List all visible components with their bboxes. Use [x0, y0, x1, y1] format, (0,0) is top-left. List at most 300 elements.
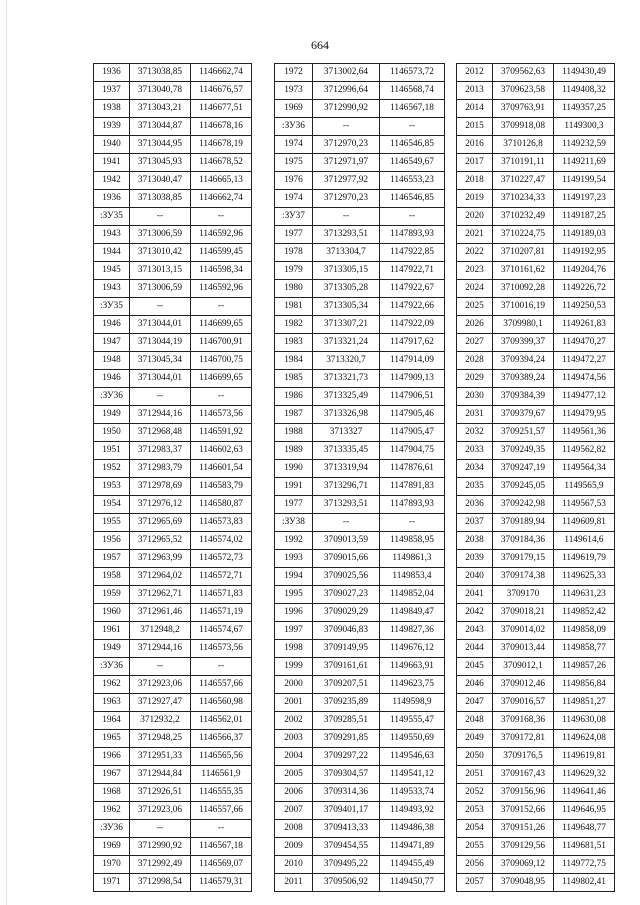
coord-x-cell: 3712963,99	[130, 550, 191, 568]
coord-x-cell: 3712970,23	[313, 136, 380, 154]
table-row	[94, 226, 252, 244]
table-row	[94, 640, 252, 658]
coord-x-cell: 3713305,15	[313, 262, 380, 280]
table-row	[275, 712, 445, 730]
coord-x-cell: 3709207,51	[313, 676, 380, 694]
coord-x-cell: 3709562,63	[493, 64, 554, 82]
coord-x-cell: 3710232,49	[493, 208, 554, 226]
table-row	[457, 568, 615, 586]
table-row	[275, 334, 445, 352]
coord-y-cell: --	[191, 388, 252, 406]
point-number-cell: 1973	[275, 82, 313, 100]
table-row	[275, 694, 445, 712]
coord-x-cell: 3709980,1	[493, 316, 554, 334]
coord-y-cell: 1149550,69	[380, 730, 445, 748]
coord-x-cell: 3709013,44	[493, 640, 554, 658]
point-number-cell: 1965	[94, 730, 130, 748]
coord-x-cell: 3709156,96	[493, 784, 554, 802]
coord-y-cell: 1147905,47	[380, 424, 445, 442]
table-row	[457, 388, 615, 406]
coord-x-cell: 3713320,7	[313, 352, 380, 370]
coord-y-cell: 1146574,02	[191, 532, 252, 550]
point-number-cell: 2022	[457, 244, 493, 262]
table-row	[457, 154, 615, 172]
table-row	[275, 586, 445, 604]
coord-y-cell: 1146574,67	[191, 622, 252, 640]
point-number-cell: :ЗУ38	[275, 514, 313, 532]
point-number-cell: 1987	[275, 406, 313, 424]
coord-y-cell: 1149861,3	[380, 550, 445, 568]
coordinates-table-3	[456, 63, 615, 892]
coord-x-cell: 3710016,19	[493, 298, 554, 316]
coord-x-cell: 3712923,06	[130, 676, 191, 694]
coord-y-cell: 1149609,81	[554, 514, 615, 532]
coord-y-cell: 1146555,35	[191, 784, 252, 802]
point-number-cell: :ЗУ37	[275, 208, 313, 226]
coord-y-cell: 1149772,75	[554, 856, 615, 874]
coord-y-cell: 1149629,32	[554, 766, 615, 784]
point-number-cell: 1993	[275, 550, 313, 568]
coord-x-cell: 3709170	[493, 586, 554, 604]
table-row	[275, 82, 445, 100]
coord-x-cell: 3710224,75	[493, 226, 554, 244]
table-row	[94, 172, 252, 190]
table-row	[275, 838, 445, 856]
coord-y-cell: 1146700,75	[191, 352, 252, 370]
table-row	[275, 460, 445, 478]
coord-x-cell: 3712983,37	[130, 442, 191, 460]
table-row	[275, 604, 445, 622]
coord-x-cell: 3713044,95	[130, 136, 191, 154]
table-row	[457, 856, 615, 874]
point-number-cell: 1943	[94, 280, 130, 298]
table-row	[457, 244, 615, 262]
table-row	[94, 64, 252, 82]
coord-y-cell: 1147917,62	[380, 334, 445, 352]
point-number-cell: :ЗУ36	[94, 388, 130, 406]
coord-x-cell: 3709297,22	[313, 748, 380, 766]
table-row	[94, 424, 252, 442]
point-number-cell: 1989	[275, 442, 313, 460]
point-number-cell: 2032	[457, 424, 493, 442]
coord-y-cell: 1149232,59	[554, 136, 615, 154]
coord-y-cell: 1146678,52	[191, 154, 252, 172]
coord-y-cell: 1149614,6	[554, 532, 615, 550]
point-number-cell: 2053	[457, 802, 493, 820]
coord-y-cell: 1149474,56	[554, 370, 615, 388]
coord-y-cell: 1146557,66	[191, 676, 252, 694]
coord-y-cell: 1149199,54	[554, 172, 615, 190]
point-number-cell: 1949	[94, 640, 130, 658]
coord-y-cell: 1149852,42	[554, 604, 615, 622]
table-row	[94, 478, 252, 496]
point-number-cell: 1981	[275, 298, 313, 316]
point-number-cell: 1984	[275, 352, 313, 370]
point-number-cell: 1974	[275, 136, 313, 154]
coord-y-cell: 1146572,71	[191, 568, 252, 586]
point-number-cell: 1938	[94, 100, 130, 118]
point-number-cell: 1955	[94, 514, 130, 532]
coord-x-cell: 3709161,61	[313, 658, 380, 676]
table-row	[275, 208, 445, 226]
table-row	[94, 136, 252, 154]
point-number-cell: 1969	[275, 100, 313, 118]
table-row	[275, 172, 445, 190]
coord-x-cell: 3712977,92	[313, 172, 380, 190]
table-row	[275, 820, 445, 838]
table-row	[94, 298, 252, 316]
table-row	[275, 874, 445, 892]
coord-x-cell: --	[130, 208, 191, 226]
coord-y-cell: --	[380, 514, 445, 532]
table-row	[457, 172, 615, 190]
coord-y-cell: 1146580,87	[191, 496, 252, 514]
coord-y-cell: 1149471,89	[380, 838, 445, 856]
coord-y-cell: 1149408,32	[554, 82, 615, 100]
coord-x-cell: 3709389,24	[493, 370, 554, 388]
table-row	[275, 154, 445, 172]
coord-x-cell: 3710161,62	[493, 262, 554, 280]
coord-y-cell: 1146592,96	[191, 280, 252, 298]
coord-x-cell: --	[313, 208, 380, 226]
point-number-cell: 2008	[275, 820, 313, 838]
point-number-cell: 2033	[457, 442, 493, 460]
table-row	[275, 856, 445, 874]
coord-x-cell: 3712926,51	[130, 784, 191, 802]
coord-x-cell: --	[313, 514, 380, 532]
point-number-cell: 2049	[457, 730, 493, 748]
table-row	[275, 442, 445, 460]
table-row	[94, 514, 252, 532]
point-number-cell: 2054	[457, 820, 493, 838]
page-number: 664	[311, 38, 329, 52]
coord-y-cell: 1146568,74	[380, 82, 445, 100]
point-number-cell: :ЗУ36	[94, 820, 130, 838]
coord-x-cell: 3709151,26	[493, 820, 554, 838]
coord-x-cell: 3713319,94	[313, 460, 380, 478]
point-number-cell: 1952	[94, 460, 130, 478]
point-number-cell: 1982	[275, 316, 313, 334]
table-row	[94, 838, 252, 856]
coord-y-cell: 1149204,76	[554, 262, 615, 280]
coord-x-cell: 3712944,16	[130, 406, 191, 424]
table-row	[457, 874, 615, 892]
table-row	[94, 550, 252, 568]
coord-y-cell: 1149681,51	[554, 838, 615, 856]
coord-y-cell: 1149646,95	[554, 802, 615, 820]
point-number-cell: 1945	[94, 262, 130, 280]
point-number-cell: 1980	[275, 280, 313, 298]
table-row	[457, 820, 615, 838]
table-row	[457, 550, 615, 568]
table-row	[457, 748, 615, 766]
table-row	[457, 442, 615, 460]
point-number-cell: 1940	[94, 136, 130, 154]
table-row	[457, 460, 615, 478]
coord-y-cell: 1146700,91	[191, 334, 252, 352]
coord-y-cell: 1146573,56	[191, 640, 252, 658]
point-number-cell: 2018	[457, 172, 493, 190]
point-number-cell: 2027	[457, 334, 493, 352]
point-number-cell: 1972	[275, 64, 313, 82]
coord-x-cell: 3713327	[313, 424, 380, 442]
table-row	[457, 370, 615, 388]
table-row	[94, 748, 252, 766]
table-row	[275, 280, 445, 298]
coord-x-cell: 3713038,85	[130, 190, 191, 208]
coord-x-cell: 3713321,24	[313, 334, 380, 352]
coord-x-cell: 3713044,19	[130, 334, 191, 352]
coord-x-cell: 3712968,48	[130, 424, 191, 442]
coord-x-cell: --	[130, 298, 191, 316]
coord-x-cell: 3713038,85	[130, 64, 191, 82]
point-number-cell: 2013	[457, 82, 493, 100]
coord-x-cell: 3709129,56	[493, 838, 554, 856]
table-row	[94, 280, 252, 298]
point-number-cell: 2057	[457, 874, 493, 892]
coord-y-cell: 1146662,74	[191, 64, 252, 82]
coord-y-cell: 1149450,77	[380, 874, 445, 892]
coord-y-cell: 1147914,09	[380, 352, 445, 370]
point-number-cell: 1956	[94, 532, 130, 550]
point-number-cell: 1953	[94, 478, 130, 496]
table-row	[457, 532, 615, 550]
table-row	[457, 784, 615, 802]
point-number-cell: 2021	[457, 226, 493, 244]
point-number-cell: 1946	[94, 370, 130, 388]
table-row	[94, 316, 252, 334]
table-row	[275, 730, 445, 748]
table-row	[457, 478, 615, 496]
point-number-cell: 1951	[94, 442, 130, 460]
coord-x-cell: 3710092,28	[493, 280, 554, 298]
coord-x-cell: 3709495,22	[313, 856, 380, 874]
coord-y-cell: 1149858,09	[554, 622, 615, 640]
table-row	[94, 802, 252, 820]
point-number-cell: :ЗУ35	[94, 298, 130, 316]
point-number-cell: 1974	[275, 190, 313, 208]
coord-x-cell: 3709245,05	[493, 478, 554, 496]
coord-y-cell: 1146557,66	[191, 802, 252, 820]
point-number-cell: 1997	[275, 622, 313, 640]
point-number-cell: 2020	[457, 208, 493, 226]
coord-x-cell: 3709167,43	[493, 766, 554, 784]
table-row	[275, 550, 445, 568]
coord-y-cell: 1147876,61	[380, 460, 445, 478]
point-number-cell: 2045	[457, 658, 493, 676]
coord-x-cell: 3712971,97	[313, 154, 380, 172]
coord-y-cell: 1149857,26	[554, 658, 615, 676]
coord-y-cell: 1147922,67	[380, 280, 445, 298]
point-number-cell: 1999	[275, 658, 313, 676]
coord-y-cell: 1146662,74	[191, 190, 252, 208]
point-number-cell: 1975	[275, 154, 313, 172]
coord-y-cell: 1146573,83	[191, 514, 252, 532]
table-row	[457, 64, 615, 82]
point-number-cell: 1962	[94, 676, 130, 694]
coord-y-cell: 1146665,13	[191, 172, 252, 190]
coord-x-cell: 3712944,16	[130, 640, 191, 658]
coord-x-cell: 3709069,12	[493, 856, 554, 874]
point-number-cell: 1950	[94, 424, 130, 442]
point-number-cell: 1946	[94, 316, 130, 334]
table-row	[457, 226, 615, 244]
point-number-cell: 2009	[275, 838, 313, 856]
table-row	[94, 820, 252, 838]
coord-y-cell: 1146565,56	[191, 748, 252, 766]
coord-x-cell: 3713010,42	[130, 244, 191, 262]
coord-x-cell: 3709168,36	[493, 712, 554, 730]
table-row	[275, 262, 445, 280]
coord-x-cell: 3709506,92	[313, 874, 380, 892]
table-row	[94, 622, 252, 640]
coord-x-cell: 3709249,35	[493, 442, 554, 460]
table-row	[457, 730, 615, 748]
table-row	[94, 766, 252, 784]
coord-y-cell: 1147909,13	[380, 370, 445, 388]
table-row	[94, 604, 252, 622]
table-row	[94, 496, 252, 514]
point-number-cell: 1983	[275, 334, 313, 352]
coord-y-cell: 1149211,69	[554, 154, 615, 172]
coord-x-cell: 3709018,21	[493, 604, 554, 622]
coord-y-cell: 1149851,27	[554, 694, 615, 712]
table-row	[457, 100, 615, 118]
point-number-cell: :ЗУ36	[275, 118, 313, 136]
coord-x-cell: 3710191,11	[493, 154, 554, 172]
coord-y-cell: 1147904,75	[380, 442, 445, 460]
coord-x-cell: 3713307,21	[313, 316, 380, 334]
table-row	[275, 568, 445, 586]
coord-x-cell: 3709172,81	[493, 730, 554, 748]
table-row	[457, 514, 615, 532]
coord-y-cell: 1149802,41	[554, 874, 615, 892]
table-row	[457, 496, 615, 514]
coord-y-cell: 1147891,83	[380, 478, 445, 496]
point-number-cell: 1988	[275, 424, 313, 442]
table-row	[94, 190, 252, 208]
coord-x-cell: 3709413,33	[313, 820, 380, 838]
coord-y-cell: 1149197,23	[554, 190, 615, 208]
point-number-cell: 1960	[94, 604, 130, 622]
coord-x-cell: 3709027,23	[313, 586, 380, 604]
coord-y-cell: 1149676,12	[380, 640, 445, 658]
point-number-cell: 1990	[275, 460, 313, 478]
table-row	[457, 694, 615, 712]
coord-x-cell: 3709012,46	[493, 676, 554, 694]
point-number-cell: 2030	[457, 388, 493, 406]
coord-x-cell: 3712927,47	[130, 694, 191, 712]
coord-x-cell: 3709394,24	[493, 352, 554, 370]
point-number-cell: 1936	[94, 190, 130, 208]
table-row	[275, 190, 445, 208]
coord-y-cell: 1146549,67	[380, 154, 445, 172]
coord-x-cell: 3710126,8	[493, 136, 554, 154]
table-row	[275, 532, 445, 550]
point-number-cell: 2036	[457, 496, 493, 514]
table-row	[275, 64, 445, 82]
coord-y-cell: 1146546,85	[380, 190, 445, 208]
point-number-cell: 1994	[275, 568, 313, 586]
coord-x-cell: --	[130, 658, 191, 676]
table-row	[94, 406, 252, 424]
table-row	[457, 316, 615, 334]
table-row	[94, 100, 252, 118]
point-number-cell: 2046	[457, 676, 493, 694]
coord-y-cell: 1149541,12	[380, 766, 445, 784]
point-number-cell: 1970	[94, 856, 130, 874]
coord-y-cell: 1146678,19	[191, 136, 252, 154]
coord-y-cell: 1146566,37	[191, 730, 252, 748]
table-row	[275, 676, 445, 694]
coord-y-cell: 1149858,77	[554, 640, 615, 658]
point-number-cell: 1948	[94, 352, 130, 370]
point-number-cell: 1992	[275, 532, 313, 550]
coord-x-cell: 3713013,15	[130, 262, 191, 280]
coord-x-cell: 3709149,95	[313, 640, 380, 658]
table-row	[275, 370, 445, 388]
coord-x-cell: 3713321,73	[313, 370, 380, 388]
coord-y-cell: --	[191, 208, 252, 226]
coord-x-cell: 3713293,51	[313, 226, 380, 244]
point-number-cell: 1966	[94, 748, 130, 766]
table-row	[275, 100, 445, 118]
table-row	[94, 586, 252, 604]
table-row	[457, 406, 615, 424]
coord-x-cell: 3709399,37	[493, 334, 554, 352]
coord-y-cell: 1149300,3	[554, 118, 615, 136]
table-row	[457, 190, 615, 208]
table-row	[94, 262, 252, 280]
table-row	[94, 658, 252, 676]
point-number-cell: 1985	[275, 370, 313, 388]
point-number-cell: 2023	[457, 262, 493, 280]
table-row	[457, 712, 615, 730]
coord-y-cell: 1149430,49	[554, 64, 615, 82]
coord-x-cell: 3709152,66	[493, 802, 554, 820]
table-row	[94, 82, 252, 100]
coord-x-cell: 3712978,69	[130, 478, 191, 496]
table-row	[94, 388, 252, 406]
table-row	[94, 784, 252, 802]
table-row	[275, 388, 445, 406]
coord-y-cell: 1149250,53	[554, 298, 615, 316]
point-number-cell: 1991	[275, 478, 313, 496]
table-row	[94, 370, 252, 388]
coord-y-cell: 1146572,73	[191, 550, 252, 568]
point-number-cell: 2037	[457, 514, 493, 532]
coord-y-cell: 1149663,91	[380, 658, 445, 676]
coord-y-cell: 1146560,98	[191, 694, 252, 712]
coord-y-cell: 1149357,25	[554, 100, 615, 118]
point-number-cell: 2005	[275, 766, 313, 784]
coord-x-cell: 3713305,28	[313, 280, 380, 298]
table-row	[275, 802, 445, 820]
coord-y-cell: 1146677,51	[191, 100, 252, 118]
coord-x-cell: 3709189,94	[493, 514, 554, 532]
point-number-cell: 2052	[457, 784, 493, 802]
point-number-cell: 1962	[94, 802, 130, 820]
coord-y-cell: 1149477,12	[554, 388, 615, 406]
coord-y-cell: 1146573,72	[380, 64, 445, 82]
point-number-cell: :ЗУ35	[94, 208, 130, 226]
point-number-cell: 2055	[457, 838, 493, 856]
table-row	[275, 226, 445, 244]
point-number-cell: 2050	[457, 748, 493, 766]
point-number-cell: 1976	[275, 172, 313, 190]
point-number-cell: 1977	[275, 226, 313, 244]
table-row	[275, 658, 445, 676]
